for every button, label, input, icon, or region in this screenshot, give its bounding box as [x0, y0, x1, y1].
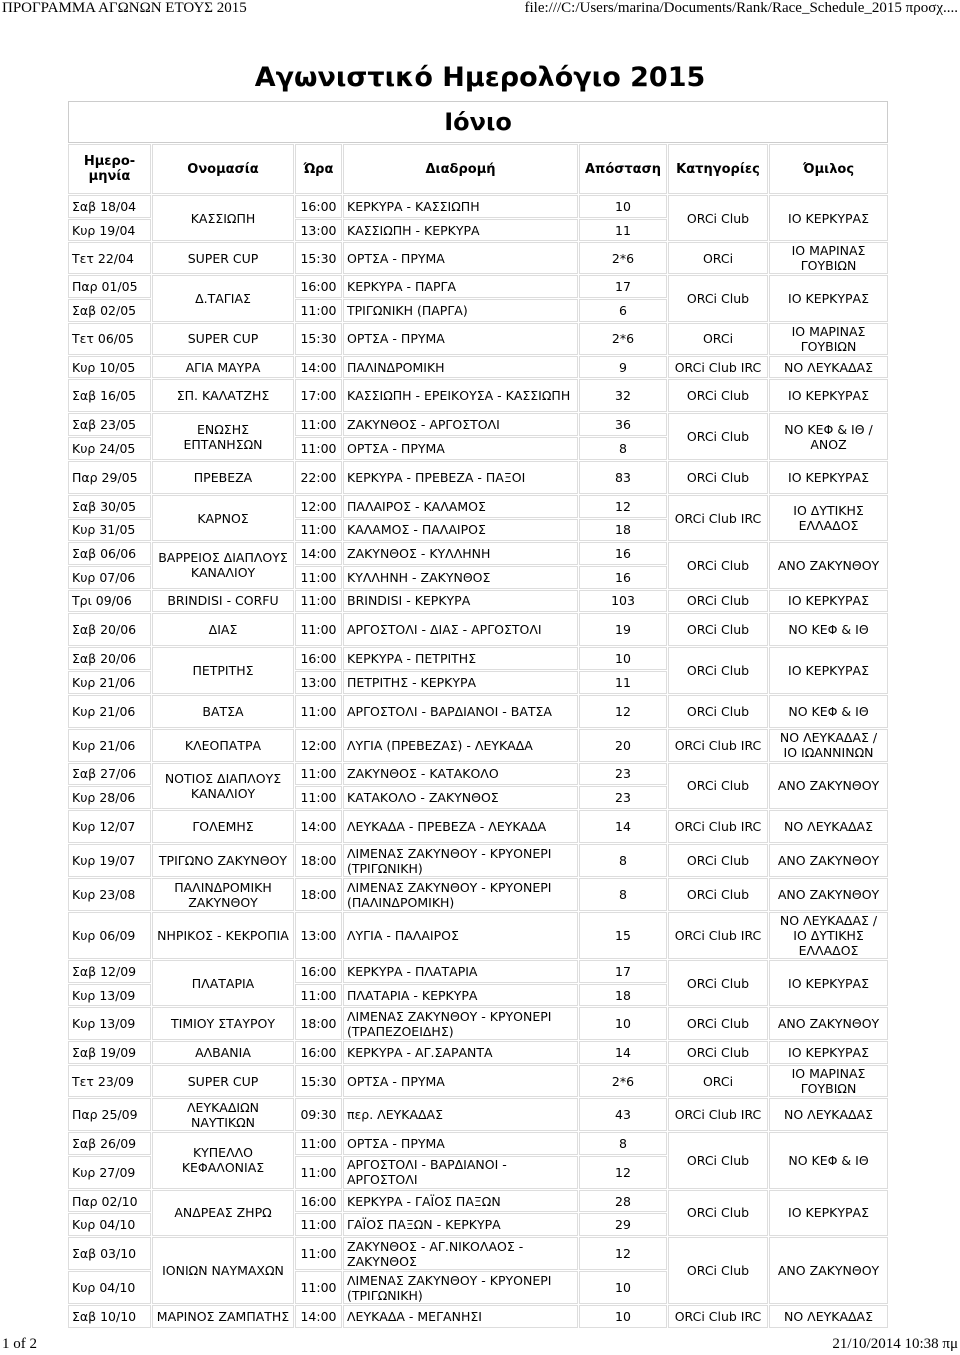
date-cell: Σαβ 16/05	[68, 379, 151, 412]
route-cell: ΓΑΪΟΣ ΠΑΞΩΝ - ΚΕΡΚΥΡΑ	[343, 1213, 578, 1236]
event-name-cell: ΛΕΥΚΑΔΙΩΝ ΝΑΥΤΙΚΩΝ	[152, 1098, 294, 1131]
date-cell: Κυρ 12/07	[68, 810, 151, 843]
distance-cell: 11	[579, 219, 667, 242]
distance-cell: 15	[579, 912, 667, 959]
date-cell: Κυρ 04/10	[68, 1213, 151, 1236]
table-row	[68, 461, 888, 494]
club-cell: ΙΟ ΜΑΡΙΝΑΣ ΓΟΥΒΙΩΝ	[769, 242, 888, 274]
date-cell: Κυρ 10/05	[68, 356, 151, 379]
route-cell: ΖΑΚΥΝΘΟΣ - ΚΑΤΑΚΟΛΟ	[343, 763, 578, 786]
time-cell: 16:00	[295, 195, 342, 218]
event-name-cell: ΠΕΤΡΙΤΗΣ	[152, 647, 294, 693]
event-name-cell: ΔΙΑΣ	[152, 613, 294, 646]
distance-cell: 2*6	[579, 1065, 667, 1097]
time-cell: 13:00	[295, 671, 342, 694]
route-cell: ΚΑΣΣΙΩΠΗ - ΕΡΕΙΚΟΥΣΑ - ΚΑΣΣΙΩΠΗ	[343, 379, 578, 412]
route-cell: ΟΡΤΣΑ - ΠΡΥΜΑ	[343, 242, 578, 274]
club-cell: ΝΟ ΛΕΥΚΑΔΑΣ / ΙΟ ΙΩΑΝΝΙΝΩΝ	[769, 729, 888, 762]
club-cell: ΝΟ ΛΕΥΚΑΔΑΣ	[769, 1305, 888, 1328]
category-cell: ORCi Club	[668, 1190, 768, 1236]
route-cell: ΑΡΓΟΣΤΟΛΙ - ΒΑΡΔΙΑΝΟΙ - ΒΑΤΣΑ	[343, 695, 578, 728]
club-cell: ΑΝΟ ΖΑΚΥΝΘΟΥ	[769, 763, 888, 809]
date-cell: Σαβ 19/09	[68, 1041, 151, 1064]
time-cell: 22:00	[295, 461, 342, 494]
category-cell: ORCi Club IRC	[668, 729, 768, 762]
distance-cell: 43	[579, 1098, 667, 1131]
event-name-cell: ΚΥΠΕΛΛΟ ΚΕΦΑΛΟΝΙΑΣ	[152, 1132, 294, 1189]
distance-cell: 103	[579, 590, 667, 613]
club-cell: ΑΝΟ ΖΑΚΥΝΘΟΥ	[769, 1237, 888, 1304]
distance-cell: 17	[579, 960, 667, 983]
event-name-cell: Δ.ΤΑΓΙΑΣ	[152, 275, 294, 321]
route-cell: ΚΕΡΚΥΡΑ - ΚΑΣΣΙΩΠΗ	[343, 195, 578, 218]
time-cell: 11:00	[295, 1156, 342, 1189]
table-row	[68, 379, 888, 412]
time-cell: 16:00	[295, 275, 342, 298]
time-cell: 14:00	[295, 1305, 342, 1328]
route-cell: περ. ΛΕΥΚΑΔΑΣ	[343, 1098, 578, 1131]
route-cell: ΟΡΤΣΑ - ΠΡΥΜΑ	[343, 1065, 578, 1097]
event-name-cell: SUPER CUP	[152, 323, 294, 355]
club-cell: ΝΟ ΚΕΦ & ΙΘ / ΑΝΟΖ	[769, 413, 888, 459]
date-cell: Κυρ 23/08	[68, 878, 151, 911]
table-row	[68, 275, 888, 298]
date-cell: Κυρ 31/05	[68, 519, 151, 542]
club-cell: ΝΟ ΛΕΥΚΑΔΑΣ / ΙΟ ΔΥΤΙΚΗΣ ΕΛΛΑΔΟΣ	[769, 912, 888, 959]
time-cell: 11:00	[295, 1271, 342, 1304]
route-cell: ΠΑΛΑΙΡΟΣ - ΚΑΛΑΜΟΣ	[343, 495, 578, 518]
date-cell: Κυρ 13/09	[68, 984, 151, 1007]
table-row	[68, 1007, 888, 1040]
time-cell: 12:00	[295, 729, 342, 762]
time-cell: 14:00	[295, 356, 342, 379]
distance-cell: 14	[579, 1041, 667, 1064]
category-cell: ORCi Club	[668, 413, 768, 459]
time-cell: 11:00	[295, 437, 342, 460]
event-name-cell: ΑΓΙΑ ΜΑΥΡΑ	[152, 356, 294, 379]
table-row	[68, 960, 888, 983]
time-cell: 11:00	[295, 763, 342, 786]
date-cell: Σαβ 23/05	[68, 413, 151, 436]
date-cell: Σαβ 10/10	[68, 1305, 151, 1328]
category-cell: ORCi	[668, 323, 768, 355]
category-cell: ORCi Club	[668, 590, 768, 613]
route-cell: ΛΥΓΙΑ (ΠΡΕΒΕΖΑΣ) - ΛΕΥΚΑΔΑ	[343, 729, 578, 762]
time-cell: 11:00	[295, 1237, 342, 1270]
table-row	[68, 647, 888, 670]
event-name-cell: ΚΛΕΟΠΑΤΡΑ	[152, 729, 294, 762]
category-cell: ORCi Club	[668, 542, 768, 588]
route-cell: ΟΡΤΣΑ - ΠΡΥΜΑ	[343, 437, 578, 460]
time-cell: 11:00	[295, 590, 342, 613]
club-cell: ΙΟ ΚΕΡΚΥΡΑΣ	[769, 195, 888, 241]
time-cell: 16:00	[295, 647, 342, 670]
time-cell: 15:30	[295, 323, 342, 355]
time-cell: 11:00	[295, 613, 342, 646]
distance-cell: 28	[579, 1190, 667, 1213]
event-name-cell: BRINDISI - CORFU	[152, 590, 294, 613]
route-cell: ΠΛΑΤΑΡΙΑ - ΚΕΡΚΥΡΑ	[343, 984, 578, 1007]
route-cell: ΚΥΛΛΗΝΗ - ΖΑΚΥΝΘΟΣ	[343, 566, 578, 589]
club-cell: ΝΟ ΚΕΦ & ΙΘ	[769, 613, 888, 646]
col-header-date: Ημερο-μηνία	[68, 144, 151, 194]
date-cell: Τετ 23/09	[68, 1065, 151, 1097]
category-cell: ORCi Club	[668, 647, 768, 693]
route-cell: ΑΡΓΟΣΤΟΛΙ - ΒΑΡΔΙΑΝΟΙ - ΑΡΓΟΣΤΟΛΙ	[343, 1156, 578, 1189]
club-cell: ΑΝΟ ΖΑΚΥΝΘΟΥ	[769, 844, 888, 877]
distance-cell: 14	[579, 810, 667, 843]
date-cell: Κυρ 21/06	[68, 729, 151, 762]
route-cell: ΖΑΚΥΝΘΟΣ - ΑΓ.ΝΙΚΟΛΑΟΣ - ΖΑΚΥΝΘΟΣ	[343, 1237, 578, 1270]
route-cell: ΚΕΡΚΥΡΑ - ΠΕΤΡΙΤΗΣ	[343, 647, 578, 670]
club-cell: ΙΟ ΚΕΡΚΥΡΑΣ	[769, 590, 888, 613]
route-cell: ΠΑΛΙΝΔΡΟΜΙΚΗ	[343, 356, 578, 379]
browser-file-path: file:///C:/Users/marina/Documents/Rank/Race_Schedule_2015 προσχ....	[524, 0, 958, 16]
date-cell: Κυρ 28/06	[68, 786, 151, 809]
route-cell: ΤΡΙΓΩΝΙΚΗ (ΠΑΡΓΑ)	[343, 299, 578, 322]
distance-cell: 32	[579, 379, 667, 412]
time-cell: 14:00	[295, 810, 342, 843]
category-cell: ORCi Club IRC	[668, 1305, 768, 1328]
time-cell: 13:00	[295, 219, 342, 242]
date-cell: Κυρ 27/09	[68, 1156, 151, 1189]
date-cell: Σαβ 03/10	[68, 1237, 151, 1270]
table-row	[68, 356, 888, 379]
route-cell: ΖΑΚΥΝΘΟΣ - ΚΥΛΛΗΝΗ	[343, 542, 578, 565]
distance-cell: 8	[579, 1132, 667, 1155]
table-row	[68, 878, 888, 911]
route-cell: BRINDISI - ΚΕΡΚΥΡΑ	[343, 590, 578, 613]
distance-cell: 16	[579, 542, 667, 565]
route-cell: ΟΡΤΣΑ - ΠΡΥΜΑ	[343, 323, 578, 355]
table-row	[68, 413, 888, 436]
time-cell: 11:00	[295, 695, 342, 728]
date-cell: Σαβ 06/06	[68, 542, 151, 565]
distance-cell: 17	[579, 275, 667, 298]
distance-cell: 29	[579, 1213, 667, 1236]
time-cell: 11:00	[295, 566, 342, 589]
table-row	[68, 1190, 888, 1213]
time-cell: 14:00	[295, 542, 342, 565]
date-cell: Σαβ 18/04	[68, 195, 151, 218]
category-cell: ORCi Club	[668, 195, 768, 241]
col-header-club: Όμιλος	[769, 144, 888, 194]
distance-cell: 6	[579, 299, 667, 322]
time-cell: 11:00	[295, 1132, 342, 1155]
col-header-name: Ονομασία	[152, 144, 294, 194]
region-subtitle: Ιόνιο	[68, 101, 888, 143]
route-cell: ΚΑΤΑΚΟΛΟ - ΖΑΚΥΝΘΟΣ	[343, 786, 578, 809]
table-row	[68, 1041, 888, 1064]
distance-cell: 2*6	[579, 323, 667, 355]
route-cell: ΛΕΥΚΑΔΑ - ΜΕΓΑΝΗΣΙ	[343, 1305, 578, 1328]
distance-cell: 18	[579, 984, 667, 1007]
print-timestamp: 21/10/2014 10:38 πμ	[832, 1336, 958, 1352]
date-cell: Σαβ 20/06	[68, 613, 151, 646]
table-row	[68, 1132, 888, 1155]
col-header-distance: Απόσταση	[579, 144, 667, 194]
table-row	[68, 495, 888, 518]
club-cell: ΝΟ ΚΕΦ & ΙΘ	[769, 695, 888, 728]
route-cell: ΠΕΤΡΙΤΗΣ - ΚΕΡΚΥΡΑ	[343, 671, 578, 694]
distance-cell: 9	[579, 356, 667, 379]
date-cell: Κυρ 07/06	[68, 566, 151, 589]
route-cell: ΚΕΡΚΥΡΑ - ΠΛΑΤΑΡΙΑ	[343, 960, 578, 983]
table-row	[68, 695, 888, 728]
time-cell: 09:30	[295, 1098, 342, 1131]
club-cell: ΙΟ ΚΕΡΚΥΡΑΣ	[769, 1190, 888, 1236]
distance-cell: 10	[579, 1305, 667, 1328]
date-cell: Παρ 29/05	[68, 461, 151, 494]
event-name-cell: ΑΛΒΑΝΙΑ	[152, 1041, 294, 1064]
route-cell: ΟΡΤΣΑ - ΠΡΥΜΑ	[343, 1132, 578, 1155]
event-name-cell: ΝΟΤΙΟΣ ΔΙΑΠΛΟΥΣ ΚΑΝΑΛΙΟΥ	[152, 763, 294, 809]
route-cell: ΛΥΓΙΑ - ΠΑΛΑΙΡΟΣ	[343, 912, 578, 959]
date-cell: Κυρ 21/06	[68, 671, 151, 694]
table-row	[68, 763, 888, 786]
table-row	[68, 1237, 888, 1270]
category-cell: ORCi Club	[668, 844, 768, 877]
route-cell: ΛΕΥΚΑΔΑ - ΠΡΕΒΕΖΑ - ΛΕΥΚΑΔΑ	[343, 810, 578, 843]
club-cell: ΑΝΟ ΖΑΚΥΝΘΟΥ	[769, 878, 888, 911]
event-name-cell: ΜΑΡΙΝΟΣ ΖΑΜΠΑΤΗΣ	[152, 1305, 294, 1328]
table-row	[68, 1065, 888, 1097]
category-cell: ORCi Club IRC	[668, 356, 768, 379]
date-cell: Κυρ 21/06	[68, 695, 151, 728]
event-name-cell: SUPER CUP	[152, 1065, 294, 1097]
time-cell: 11:00	[295, 519, 342, 542]
club-cell: ΙΟ ΚΕΡΚΥΡΑΣ	[769, 960, 888, 1006]
distance-cell: 10	[579, 1271, 667, 1304]
distance-cell: 83	[579, 461, 667, 494]
schedule-table	[67, 100, 889, 1329]
distance-cell: 18	[579, 519, 667, 542]
date-cell: Κυρ 04/10	[68, 1271, 151, 1304]
date-cell: Κυρ 24/05	[68, 437, 151, 460]
club-cell: ΑΝΟ ΖΑΚΥΝΘΟΥ	[769, 542, 888, 588]
route-cell: ΚΕΡΚΥΡΑ - ΠΡΕΒΕΖΑ - ΠΑΞΟΙ	[343, 461, 578, 494]
time-cell: 11:00	[295, 299, 342, 322]
time-cell: 18:00	[295, 844, 342, 877]
club-cell: ΝΟ ΛΕΥΚΑΔΑΣ	[769, 1098, 888, 1131]
date-cell: Κυρ 19/04	[68, 219, 151, 242]
distance-cell: 2*6	[579, 242, 667, 274]
date-cell: Σαβ 12/09	[68, 960, 151, 983]
route-cell: ΚΕΡΚΥΡΑ - ΠΑΡΓΑ	[343, 275, 578, 298]
category-cell: ORCi Club	[668, 1007, 768, 1040]
event-name-cell: ΕΝΩΣΗΣ ΕΠΤΑΝΗΣΩΝ	[152, 413, 294, 459]
col-header-time: Ώρα	[295, 144, 342, 194]
distance-cell: 23	[579, 786, 667, 809]
category-cell: ORCi Club	[668, 613, 768, 646]
category-cell: ORCi	[668, 242, 768, 274]
route-cell: ΚΕΡΚΥΡΑ - ΓΑΪΟΣ ΠΑΞΩΝ	[343, 1190, 578, 1213]
distance-cell: 36	[579, 413, 667, 436]
table-row	[68, 1098, 888, 1131]
club-cell: ΝΟ ΛΕΥΚΑΔΑΣ	[769, 810, 888, 843]
time-cell: 11:00	[295, 786, 342, 809]
category-cell: ORCi Club IRC	[668, 495, 768, 541]
category-cell: ORCi Club	[668, 1041, 768, 1064]
event-name-cell: ΣΠ. ΚΑΛΑΤΖΗΣ	[152, 379, 294, 412]
time-cell: 18:00	[295, 878, 342, 911]
date-cell: Κυρ 06/09	[68, 912, 151, 959]
event-name-cell: ΚΑΡΝΟΣ	[152, 495, 294, 541]
table-row	[68, 242, 888, 274]
time-cell: 18:00	[295, 1007, 342, 1040]
page-title: Αγωνιστικό Ημερολόγιο 2015	[254, 62, 706, 93]
page-count: 1 of 2	[2, 1336, 37, 1352]
distance-cell: 12	[579, 1156, 667, 1189]
category-cell: ORCi Club	[668, 461, 768, 494]
club-cell: ΙΟ ΜΑΡΙΝΑΣ ΓΟΥΒΙΩΝ	[769, 323, 888, 355]
club-cell: ΝΟ ΛΕΥΚΑΔΑΣ	[769, 356, 888, 379]
table-row	[68, 1305, 888, 1328]
time-cell: 11:00	[295, 1213, 342, 1236]
table-row	[68, 323, 888, 355]
category-cell: ORCi Club IRC	[668, 810, 768, 843]
date-cell: Κυρ 13/09	[68, 1007, 151, 1040]
distance-cell: 23	[579, 763, 667, 786]
distance-cell: 8	[579, 878, 667, 911]
date-cell: Παρ 02/10	[68, 1190, 151, 1213]
distance-cell: 8	[579, 437, 667, 460]
route-cell: ΛΙΜΕΝΑΣ ΖΑΚΥΝΘΟΥ - ΚΡΥΟΝΕΡΙ (ΤΡΑΠΕΖΟΕΙΔΗΣ)	[343, 1007, 578, 1040]
col-header-route: Διαδρομή	[343, 144, 578, 194]
event-name-cell: ΒΑΤΣΑ	[152, 695, 294, 728]
route-cell: ΚΕΡΚΥΡΑ - ΑΓ.ΣΑΡΑΝΤΑ	[343, 1041, 578, 1064]
browser-page-title: ΠΡΟΓΡΑΜΜΑ ΑΓΩΝΩΝ ΕΤΟΥΣ 2015	[2, 0, 247, 16]
time-cell: 15:30	[295, 1065, 342, 1097]
time-cell: 16:00	[295, 1190, 342, 1213]
event-name-cell: ΚΑΣΣΙΩΠΗ	[152, 195, 294, 241]
table-row	[68, 195, 888, 218]
distance-cell: 20	[579, 729, 667, 762]
date-cell: Παρ 25/09	[68, 1098, 151, 1131]
route-cell: ΚΑΣΣΙΩΠΗ - ΚΕΡΚΥΡΑ	[343, 219, 578, 242]
event-name-cell: SUPER CUP	[152, 242, 294, 274]
table-row	[68, 810, 888, 843]
route-cell: ΛΙΜΕΝΑΣ ΖΑΚΥΝΘΟΥ - ΚΡΥΟΝΕΡΙ (ΠΑΛΙΝΔΡΟΜΙΚΗ)	[343, 878, 578, 911]
time-cell: 12:00	[295, 495, 342, 518]
table-row	[68, 844, 888, 877]
date-cell: Τρι 09/06	[68, 590, 151, 613]
category-cell: ORCi Club	[668, 763, 768, 809]
column-header-row	[68, 144, 888, 194]
distance-cell: 12	[579, 495, 667, 518]
category-cell: ORCi Club	[668, 1237, 768, 1304]
date-cell: Τετ 06/05	[68, 323, 151, 355]
event-name-cell: ΠΑΛΙΝΔΡΟΜΙΚΗ ΖΑΚΥΝΘΟΥ	[152, 878, 294, 911]
event-name-cell: ΒΑΡΡΕΙΟΣ ΔΙΑΠΛΟΥΣ ΚΑΝΑΛΙΟΥ	[152, 542, 294, 588]
event-name-cell: ΤΡΙΓΩΝΟ ΖΑΚΥΝΘΟΥ	[152, 844, 294, 877]
event-name-cell: ΝΗΡΙΚΟΣ - ΚΕΚΡΟΠΙΑ	[152, 912, 294, 959]
event-name-cell: ΠΛΑΤΑΡΙΑ	[152, 960, 294, 1006]
category-cell: ORCi Club	[668, 960, 768, 1006]
time-cell: 11:00	[295, 984, 342, 1007]
category-cell: ORCi Club	[668, 695, 768, 728]
time-cell: 13:00	[295, 912, 342, 959]
date-cell: Σαβ 20/06	[68, 647, 151, 670]
event-name-cell: ΠΡΕΒΕΖΑ	[152, 461, 294, 494]
time-cell: 16:00	[295, 1041, 342, 1064]
distance-cell: 16	[579, 566, 667, 589]
route-cell: ΛΙΜΕΝΑΣ ΖΑΚΥΝΘΟΥ - ΚΡΥΟΝΕΡΙ (ΤΡΙΓΩΝΙΚΗ)	[343, 844, 578, 877]
distance-cell: 10	[579, 647, 667, 670]
category-cell: ORCi Club IRC	[668, 912, 768, 959]
date-cell: Τετ 22/04	[68, 242, 151, 274]
club-cell: ΙΟ ΚΕΡΚΥΡΑΣ	[769, 1041, 888, 1064]
club-cell: ΙΟ ΜΑΡΙΝΑΣ ΓΟΥΒΙΩΝ	[769, 1065, 888, 1097]
category-cell: ORCi Club IRC	[668, 1098, 768, 1131]
event-name-cell: ΑΝΔΡΕΑΣ ΖΗΡΩ	[152, 1190, 294, 1236]
table-row	[68, 542, 888, 565]
time-cell: 16:00	[295, 960, 342, 983]
category-cell: ORCi	[668, 1065, 768, 1097]
table-row	[68, 590, 888, 613]
category-cell: ORCi Club	[668, 275, 768, 321]
time-cell: 17:00	[295, 379, 342, 412]
date-cell: Κυρ 19/07	[68, 844, 151, 877]
distance-cell: 8	[579, 844, 667, 877]
route-cell: ΛΙΜΕΝΑΣ ΖΑΚΥΝΘΟΥ - ΚΡΥΟΝΕΡΙ (ΤΡΙΓΩΝΙΚΗ)	[343, 1271, 578, 1304]
date-cell: Παρ 01/05	[68, 275, 151, 298]
distance-cell: 10	[579, 1007, 667, 1040]
distance-cell: 12	[579, 695, 667, 728]
category-cell: ORCi Club	[668, 1132, 768, 1189]
distance-cell: 10	[579, 195, 667, 218]
route-cell: ΑΡΓΟΣΤΟΛΙ - ΔΙΑΣ - ΑΡΓΟΣΤΟΛΙ	[343, 613, 578, 646]
event-name-cell: ΓΟΛΕΜΗΣ	[152, 810, 294, 843]
distance-cell: 19	[579, 613, 667, 646]
club-cell: ΑΝΟ ΖΑΚΥΝΘΟΥ	[769, 1007, 888, 1040]
event-name-cell: ΤΙΜΙΟΥ ΣΤΑΥΡΟΥ	[152, 1007, 294, 1040]
date-cell: Σαβ 30/05	[68, 495, 151, 518]
category-cell: ORCi Club	[668, 379, 768, 412]
club-cell: ΙΟ ΚΕΡΚΥΡΑΣ	[769, 647, 888, 693]
event-name-cell: ΙΟΝΙΩΝ ΝΑΥΜΑΧΩΝ	[152, 1237, 294, 1304]
club-cell: ΙΟ ΔΥΤΙΚΗΣ ΕΛΛΑΔΟΣ	[769, 495, 888, 541]
club-cell: ΝΟ ΚΕΦ & ΙΘ	[769, 1132, 888, 1189]
table-row	[68, 729, 888, 762]
category-cell: ORCi Club	[668, 878, 768, 911]
table-row	[68, 912, 888, 959]
distance-cell: 11	[579, 671, 667, 694]
time-cell: 11:00	[295, 413, 342, 436]
distance-cell: 12	[579, 1237, 667, 1270]
club-cell: ΙΟ ΚΕΡΚΥΡΑΣ	[769, 379, 888, 412]
date-cell: Σαβ 27/06	[68, 763, 151, 786]
route-cell: ΖΑΚΥΝΘΟΣ - ΑΡΓΟΣΤΟΛΙ	[343, 413, 578, 436]
date-cell: Σαβ 26/09	[68, 1132, 151, 1155]
table-row	[68, 613, 888, 646]
club-cell: ΙΟ ΚΕΡΚΥΡΑΣ	[769, 275, 888, 321]
col-header-categories: Κατηγορίες	[668, 144, 768, 194]
date-cell: Σαβ 02/05	[68, 299, 151, 322]
club-cell: ΙΟ ΚΕΡΚΥΡΑΣ	[769, 461, 888, 494]
route-cell: ΚΑΛΑΜΟΣ - ΠΑΛΑΙΡΟΣ	[343, 519, 578, 542]
time-cell: 15:30	[295, 242, 342, 274]
